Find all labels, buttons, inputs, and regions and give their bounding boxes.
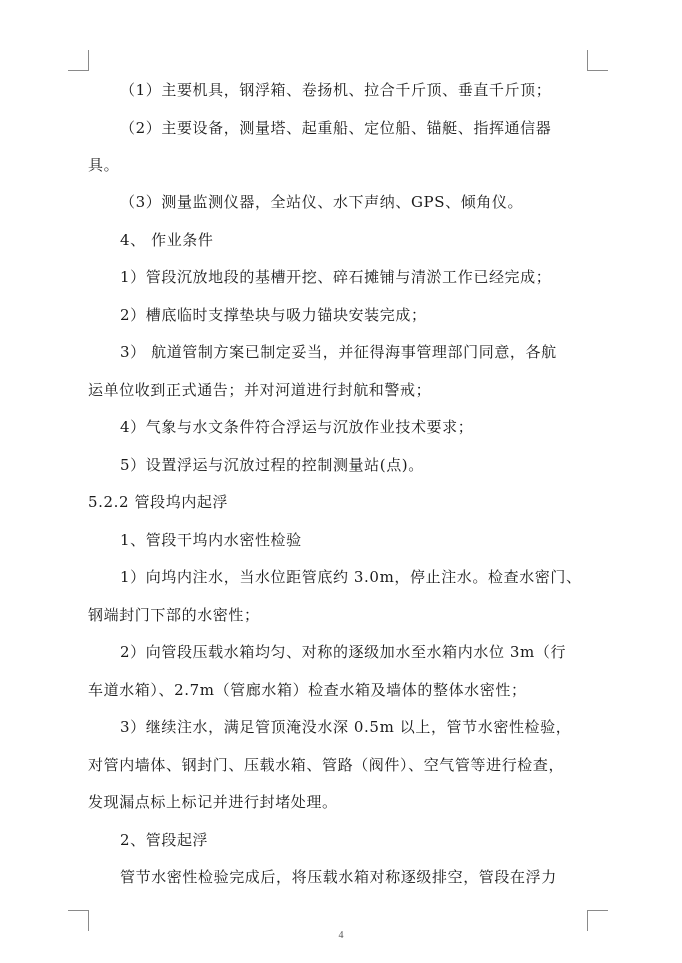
crop-mark-bottom-left-v <box>88 910 89 931</box>
section-heading: 4、 作业条件 <box>120 231 214 249</box>
text-line: 5）设置浮运与沉放过程的控制测量站(点)。 <box>120 456 424 474</box>
text-line: 对管内墙体、钢封门、压载水箱、管路（阀件）、空气管等进行检查， <box>88 756 565 774</box>
text-line: 3） 航道管制方案已制定妥当，并征得海事管理部门同意，各航 <box>120 343 557 361</box>
section-heading: 5.2.2 管段坞内起浮 <box>88 493 229 511</box>
text-line: （2）主要设备，测量塔、起重船、定位船、锚艇、指挥通信器 <box>120 119 552 137</box>
text-line: 发现漏点标上标记并进行封堵处理。 <box>88 793 338 811</box>
crop-mark-bottom-right-v <box>587 910 588 931</box>
text-line: 2）槽底临时支撑垫块与吸力锚块安装完成； <box>120 306 427 324</box>
text-line: 4）气象与水文条件符合浮运与沉放作业技术要求； <box>120 418 474 436</box>
crop-mark-top-left-v <box>88 50 89 71</box>
crop-mark-bottom-left-h <box>68 910 89 911</box>
text-line: 2）向管段压载水箱均匀、对称的逐级加水至水箱内水位 3m（行 <box>120 643 567 661</box>
section-heading: 1、管段干坞内水密性检验 <box>120 531 302 549</box>
crop-mark-top-right-v <box>587 50 588 71</box>
text-line: 1）管段沉放地段的基槽开挖、碎石摊铺与清淤工作已经完成； <box>120 268 552 286</box>
crop-mark-top-left-h <box>68 70 89 71</box>
text-line: 车道水箱）、2.7m（管廊水箱）检查水箱及墙体的整体水密性； <box>88 681 527 699</box>
text-line: 3）继续注水，满足管顶淹没水深 0.5m 以上，管节水密性检验， <box>120 718 572 736</box>
text-line: 管节水密性检验完成后，将压载水箱对称逐级排空，管段在浮力 <box>120 868 557 886</box>
text-line: （3）测量监测仪器，全站仪、水下声纳、GPS、倾角仪。 <box>120 193 524 211</box>
section-heading: 2、管段起浮 <box>120 831 209 849</box>
page-number: 4 <box>338 930 344 941</box>
crop-mark-top-right-h <box>587 70 608 71</box>
text-line: （1）主要机具，钢浮箱、卷扬机、拉合千斤顶、垂直千斤顶； <box>120 81 552 99</box>
text-line: 钢端封门下部的水密性； <box>88 606 260 624</box>
text-line: 1）向坞内注水，当水位距管底约 3.0m，停止注水。检查水密门、 <box>120 568 582 586</box>
text-line: 具。 <box>88 156 120 174</box>
crop-mark-bottom-right-h <box>587 910 608 911</box>
text-line: 运单位收到正式通告；并对河道进行封航和警戒； <box>88 381 432 399</box>
